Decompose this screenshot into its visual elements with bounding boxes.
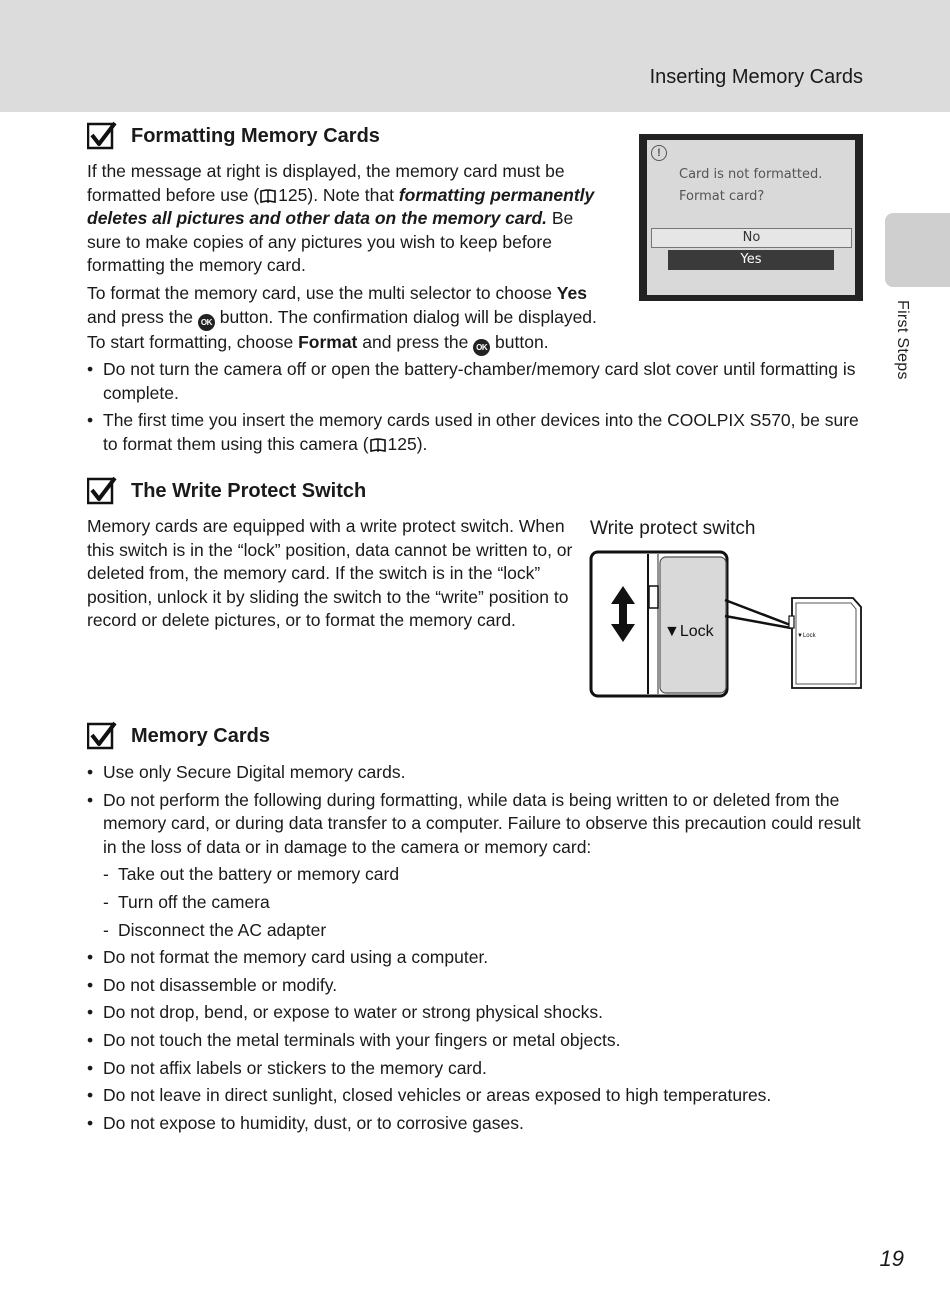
ok-button-icon: OK	[198, 314, 215, 331]
text: If the message at right is displayed, the memory card must be formatted before use (	[87, 161, 565, 205]
section-heading-write-protect	[87, 476, 366, 506]
section-tab	[885, 213, 950, 287]
text: The first time you insert the memory cards used in other devices into the COOLPIX S570, be sure to format them using this camera (	[103, 410, 859, 454]
text: To format the memory card, use the multi selector to choose	[87, 282, 557, 303]
list-item: • Do not expose to humidity, dust, or to corrosive gases.	[87, 1112, 865, 1136]
sub-list-item: - Turn off the camera	[87, 891, 865, 915]
paragraph: Memory cards are equipped with a write protect switch. When this switch is in the “lock” position, data cannot be written to, or deleted from, the memory card. If the switch is in the “lock” position, unlock it by sliding the switch to the “write” position to record or delete pictures, or to format the memory card.	[87, 516, 573, 631]
text: and press the	[87, 306, 198, 327]
section-heading-formatting	[87, 121, 380, 151]
warning-text: formatting permanently deletes all pictures and other data on the memory card.	[87, 184, 595, 229]
warning-icon: !	[651, 145, 667, 161]
text: button. The confirmation dialog will be displayed. To start formatting, choose	[87, 306, 597, 352]
lock-label-small: ▼Lock	[797, 633, 816, 639]
paragraph	[87, 160, 612, 278]
section-title: Formatting Memory Cards	[131, 124, 380, 147]
list-item: • Use only Secure Digital memory cards.	[87, 761, 865, 785]
list-item: • Do not format the memory card using a computer.	[87, 946, 865, 970]
section-heading-memory-cards	[87, 721, 270, 751]
page-number: 19	[879, 1246, 904, 1271]
section-title: The Write Protect Switch	[131, 479, 367, 502]
sub-list-item: - Take out the battery or memory card	[87, 863, 865, 887]
memory-card-notes	[87, 761, 865, 1139]
write-protect-switch-diagram	[588, 548, 864, 700]
list-item: • Do not affix labels or stickers to the memory card.	[87, 1057, 865, 1081]
check-note-icon	[87, 476, 117, 506]
camera-lcd-screen	[639, 134, 863, 301]
list-item: • Do not disassemble or modify.	[87, 974, 865, 998]
section-title: Memory Cards	[131, 724, 270, 747]
check-note-icon	[87, 721, 117, 751]
chapter-title: Inserting Memory Cards	[649, 66, 863, 88]
yes-term: Yes	[556, 282, 587, 303]
lcd-dialog	[647, 140, 855, 295]
write-protect-body	[87, 515, 573, 637]
format-term: Format	[298, 331, 358, 352]
list-item: • Do not turn the camera off or open the battery-chamber/memory card slot cover until formatting is complete.	[87, 358, 862, 405]
sub-list-item: - Disconnect the AC adapter	[87, 919, 865, 943]
list-item	[87, 409, 862, 456]
text: 125).	[387, 433, 428, 454]
page-header	[0, 0, 950, 112]
text: Be sure to make copies of any pictures you wish to keep before formatting the memory card.	[87, 208, 574, 276]
section-tab-label: First Steps	[894, 300, 911, 380]
lcd-message-line1: Card is not formatted.	[679, 167, 823, 182]
text: and press the	[357, 331, 474, 352]
formatting-body	[87, 160, 612, 360]
list-item: • Do not touch the metal terminals with your fingers or metal objects.	[87, 1029, 865, 1053]
check-note-icon	[87, 121, 117, 151]
list-item: • Do not perform the following during formatting, while data is being written to or deleted from the memory card, or during data transfer to a computer. Failure to observe this precaution could result in the loss of data or in damage to the camera or memory card:	[87, 789, 865, 860]
list-item: • Do not leave in direct sunlight, closed vehicles or areas exposed to high temperatures.	[87, 1084, 865, 1108]
lock-label: ▼Lock	[664, 623, 714, 640]
list-item: • Do not drop, bend, or expose to water or strong physical shocks.	[87, 1001, 865, 1025]
book-reference-icon	[260, 189, 276, 203]
figure-label: Write protect switch	[590, 518, 756, 539]
formatting-notes	[87, 358, 862, 460]
text: button.	[490, 331, 549, 352]
lcd-option-yes: Yes	[668, 250, 834, 270]
ok-button-icon: OK	[473, 339, 490, 356]
lcd-message-line2: Format card?	[679, 189, 765, 204]
paragraph	[87, 282, 612, 356]
book-reference-icon	[370, 438, 386, 452]
text: 125). Note that	[278, 184, 399, 205]
lcd-option-no: No	[651, 228, 852, 248]
